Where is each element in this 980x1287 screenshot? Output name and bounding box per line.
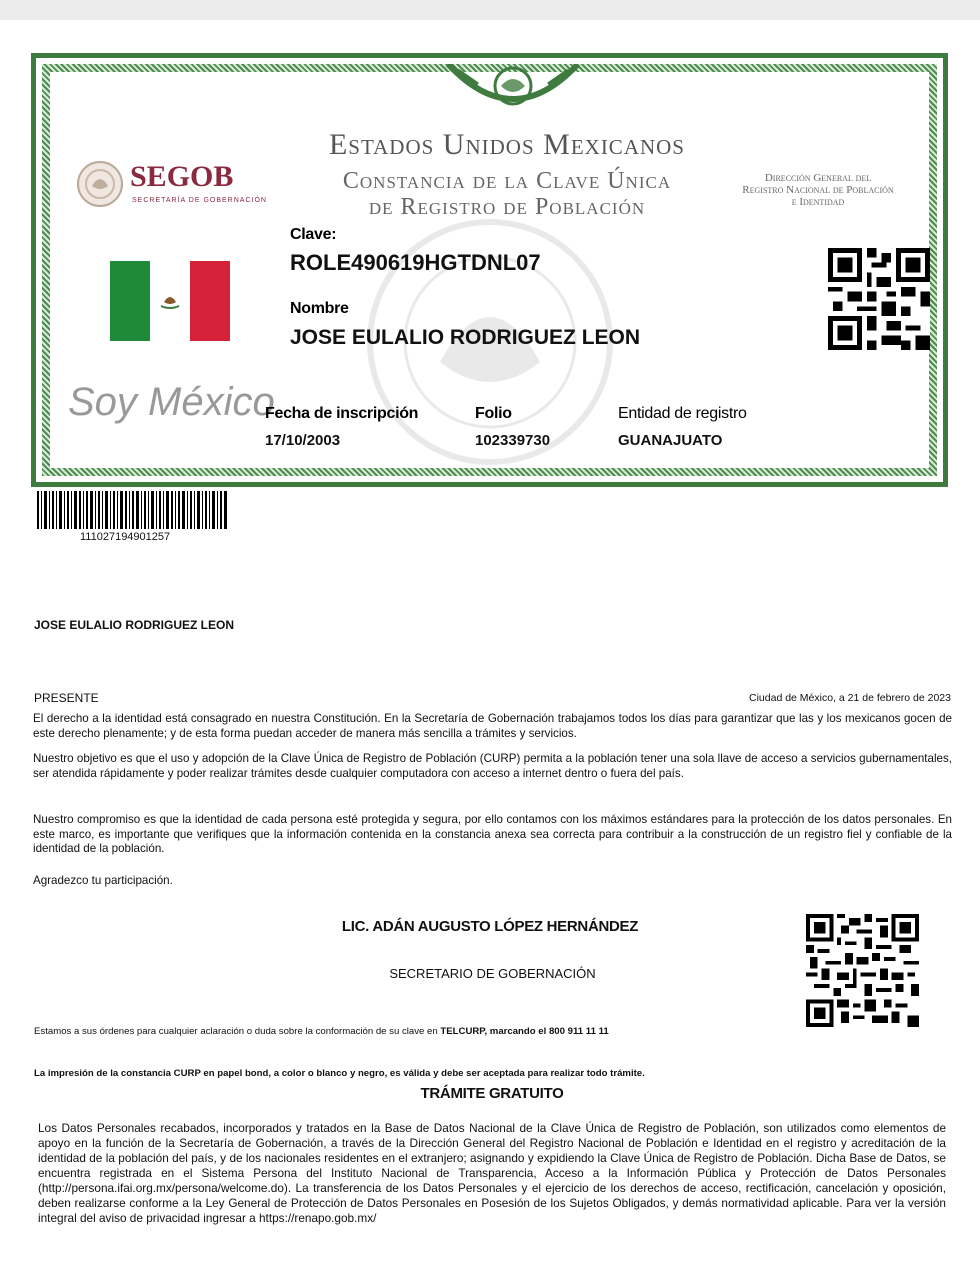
- signer-name: LIC. ADÁN AUGUSTO LÓPEZ HERNÁNDEZ: [341, 918, 639, 935]
- directorate-line1: Dirección General del: [764, 172, 872, 184]
- document-title-line1: Constancia de la Clave Única: [342, 168, 672, 194]
- free-procedure-notice: TRÁMITE GRATUITO: [420, 1085, 564, 1102]
- mexico-flag-icon: [110, 261, 230, 341]
- contact-text: Estamos a sus órdenes para cualquier aclaración o duda sobre la conformación de su clave en: [34, 1026, 438, 1037]
- presente-label: PRESENTE: [34, 691, 99, 705]
- nombre-value: JOSE EULALIO RODRIGUEZ LEON: [290, 326, 641, 349]
- national-crest-icon: [438, 64, 588, 124]
- agency-logo-text: SEGOB: [130, 160, 234, 193]
- barcode-icon: [37, 491, 227, 529]
- certificate-border: [42, 64, 937, 476]
- folio-value: 102339730: [475, 432, 551, 449]
- privacy-notice: Los Datos Personales recabados, incorporados y tratados en la Base de Datos Nacional de la Clave Única de Registro de Población, son utilizados como elementos de apoyo en la función de la Secretaría de Gobernación, a través de la Dirección General del Registro Nacional de Población e Identidad en el registro y acreditación de la identidad de la población del país, y de los nacionales residentes en el extranjero; asignando y expidiendo la Clave Única de Registro de Población. Dicha Base de Datos, se encuentra registrada en el Sistema Persona del Instituto Nacional de Transparencia, Acceso a la Información Pública y Protección de Datos Personales (http://persona.ifai.org.mx/persona/welcome.do). La transferencia de los Datos Personales y el ejercicio de los derechos de acceso, rectificación, cancelación y oposición, deben realizarse conforme a la Ley General de Protección de Datos Personales en Posesión de los Sujetos Obligados, y demás normatividad aplicable. Para ver la versión integral del aviso de privacidad ingresar a https://renapo.gob.mx/: [38, 1121, 946, 1225]
- fecha-label: Fecha de inscripción: [265, 405, 419, 422]
- folio-label: Folio: [475, 405, 512, 422]
- addressee-name: JOSE EULALIO RODRIGUEZ LEON: [34, 618, 235, 632]
- document-title-line2: de Registro de Población: [368, 194, 646, 220]
- nombre-label: Nombre: [290, 300, 349, 317]
- letter-paragraph-3: Nuestro compromiso es que la identidad de cada persona esté protegida y segura, por ello contamos con los máximos estándares para la protección de los datos personales. En este marco, es importante que verifiques que la información contenida en la constancia anexa sea correcta para contribuir a la construcción de un registro fiel y confiable de la identidad de la población.: [33, 813, 952, 855]
- fecha-value: 17/10/2003: [265, 432, 341, 449]
- slogan-text: Soy México: [68, 380, 275, 424]
- letter-paragraph-4: Agradezco tu participación.: [33, 874, 173, 887]
- directorate-name: [718, 172, 918, 208]
- contact-phone: TELCURP, marcando el 800 911 11 11: [440, 1026, 609, 1037]
- letter-paragraph-1: El derecho a la identidad está consagrado en nuestra Constitución. En la Secretaría de Gobernación trabajamos todos los días para garantizar que las y los mexicanos gocen de este derecho plenamente; y de esta forma puedan acceder de manera más sencilla a trámites y servicios.: [33, 712, 952, 740]
- letter-paragraph-2: Nuestro objetivo es que el uso y adopción de la Clave Única de Registro de Población (CURP) permita a la población tener una sola llave de acceso a servicios gubernamentales, ser atendida rápidamente y poder realizar trámites desde cualquier computadora con acceso a internet dentro o fuera del país.: [33, 752, 952, 780]
- barcode-number: 111027194901257: [80, 531, 171, 543]
- flag-eagle-icon: [157, 288, 183, 314]
- entidad-value: GUANAJUATO: [618, 432, 723, 449]
- agency-subtitle: SECRETARÍA DE GOBERNACIÓN: [132, 197, 267, 204]
- country-title: Estados Unidos Mexicanos: [328, 128, 685, 161]
- curp-certificate: [31, 53, 948, 487]
- certificate-qr-code-icon: [828, 248, 930, 350]
- contact-line: [34, 1026, 609, 1037]
- print-validity-notice: La impresión de la constancia CURP en papel bond, a color o blanco y negro, es válida y debe ser aceptada para realizar todo trámite.: [34, 1068, 645, 1079]
- entidad-label: Entidad de registro: [618, 405, 747, 422]
- directorate-line3: e Identidad: [791, 196, 845, 208]
- clave-value: ROLE490619HGTDNL07: [290, 250, 541, 275]
- directorate-line2: Registro Nacional de Población: [742, 184, 894, 196]
- top-band: [0, 0, 980, 20]
- place-date: Ciudad de México, a 21 de febrero de 2023: [749, 692, 951, 704]
- signer-role: SECRETARIO DE GOBERNACIÓN: [389, 966, 596, 981]
- signature-qr-code-icon: [806, 914, 919, 1027]
- clave-label: Clave:: [290, 226, 337, 243]
- certificate-body: [50, 72, 929, 468]
- segob-seal-icon: [76, 160, 124, 208]
